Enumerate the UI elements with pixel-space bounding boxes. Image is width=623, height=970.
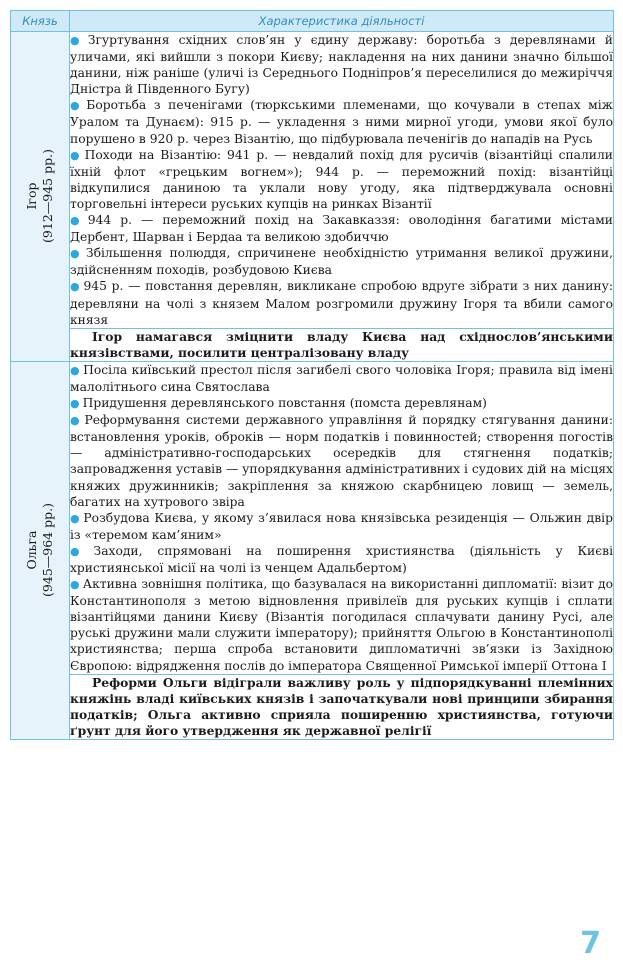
- prince-years: (945—964 рр.): [40, 503, 55, 598]
- list-item: ● Згуртування східних слов’ян у єдину державу: боротьба з деревлянами й уличами, які вийшли з покори Києву; накладення на них данини значно більшої данини, ніж раніше (уличі із Середнього Подніпров’я переселилися до межиріччя Дністра й Південного Бугу): [70, 33, 613, 97]
- prince-label-igor: [24, 149, 56, 243]
- list-item: ● Заходи, спрямовані на поширення християнства (діяльність у Києві християнської місії на чолі із ченцем Адальбертом): [70, 543, 613, 575]
- prince-cell-igor: [11, 32, 70, 362]
- bullet-icon: ●: [70, 34, 85, 47]
- list-item: ● 945 р. — повстання деревлян, викликане спробою вдруге зібрати з них данину: деревляни на чолі з князем Малом розгромили дружину Ігоря та вбили самого князя: [70, 279, 613, 327]
- bullet-icon: ●: [70, 414, 82, 428]
- rulers-table: [10, 10, 614, 740]
- row-olga-summary: [11, 674, 614, 739]
- bullet-icon: ●: [70, 247, 83, 261]
- header-activity: Характеристика діяльності: [70, 11, 614, 32]
- list-item: ● Збільшення полюддя, спричинене необхідністю утримання великої дружини, здійсненням походів, розбудовою Києва: [70, 246, 613, 278]
- bullet-icon: ●: [70, 280, 81, 294]
- prince-name: Ольга: [24, 530, 39, 570]
- table-header: [11, 11, 614, 32]
- page-number: 7: [580, 926, 601, 961]
- header-prince: Князь: [11, 11, 70, 32]
- list-item: ● Походи на Візантію: 941 р. — невдалий похід для русичів (візантійці спалили їхній флот «грецьким вогнем»); 944 р. — переможний похід: візантійці відкупилися даниною та уклали нову угоду, яка підтверджувала основні торговельні інтереси руських купців на ринках Візантії: [70, 147, 613, 211]
- row-olga: [11, 361, 614, 674]
- list-item: ● Реформування системи державного управління й порядку стягування данини: встановлення уроків, оброків — норм податків і повинностей; створення погостів — адміністративно-господарських осередків для стягнення податків; запровадження уставів — упорядкування адміністративних і судових дій на місцях княжих дружинників; закріплення за княжою скарбницею ловищ — земель, багатих на хутрового звіра: [70, 413, 613, 509]
- activity-list-olga: [70, 361, 614, 674]
- prince-years: (912—945 рр.): [40, 149, 55, 244]
- list-item: ● Посіла київський престол після загибелі свого чоловіка Ігоря; правила від імені малолітнього сина Святослава: [70, 362, 613, 394]
- bullet-icon: ●: [70, 363, 81, 377]
- bullet-icon: ●: [70, 511, 81, 525]
- bullet-icon: ●: [70, 544, 91, 558]
- bullet-icon: ●: [70, 397, 80, 411]
- bullet-icon: ●: [70, 214, 85, 228]
- list-item: ● Активна зовнішня політика, що базувалася на використанні дипломатії: візит до Константинополя з метою відновлення привілеїв для руських купців і сплати візантійцями данини Києву (Візантія погодилася сплачувати данину Русі, але руські дружини мали служити імператору); прийняття Ольгою в Константинополі християнства; перша спроба встановити дипломатичні зв’язки із Західною Європою: відрядження послів до імператора Священної Римської імперії Оттона І: [70, 577, 613, 673]
- row-igor: [11, 32, 614, 329]
- activity-list-igor: [70, 32, 614, 329]
- bullet-icon: ●: [70, 578, 80, 592]
- prince-label-olga: [24, 503, 56, 597]
- prince-name: Ігор: [24, 182, 39, 210]
- summary-igor: Ігор намагався зміцнити владу Києва над східнослов’янськими князівствами, посилити централізовану владу: [70, 328, 613, 360]
- prince-cell-olga: [11, 361, 70, 739]
- bullet-icon: ●: [70, 99, 84, 113]
- row-igor-summary: [11, 328, 614, 361]
- list-item: ● 944 р. — переможний похід на Закавказзя: оволодіння багатими містами Дербент, Шарван і Бердаа та великою здобиччю: [70, 213, 613, 245]
- bullet-icon: ●: [70, 148, 82, 162]
- list-item: ● Придушення деревлянського повстання (помста деревлянам): [70, 396, 487, 411]
- summary-olga: Реформи Ольги відіграли важливу роль у підпорядкуванні племінних княжінь владі київських князів і започаткували нові принципи збирання податків; Ольга активно сприяла поширенню християнства, готуючи ґрунт для його утвердження як державної релігії: [70, 674, 613, 738]
- list-item: ● Боротьба з печенігами (тюркськими племенами, що кочували в степах між Уралом та Дунаєм): 915 р. — укладення з ними мирної угоди, умови якої було порушено в 920 р. через Візантію, що підбурювала печенігів до нападів на Русь: [70, 98, 613, 146]
- list-item: ● Розбудова Києва, у якому з’явилася нова князівська резиденція — Ольжин двір із «теремом кам’яним»: [70, 510, 613, 542]
